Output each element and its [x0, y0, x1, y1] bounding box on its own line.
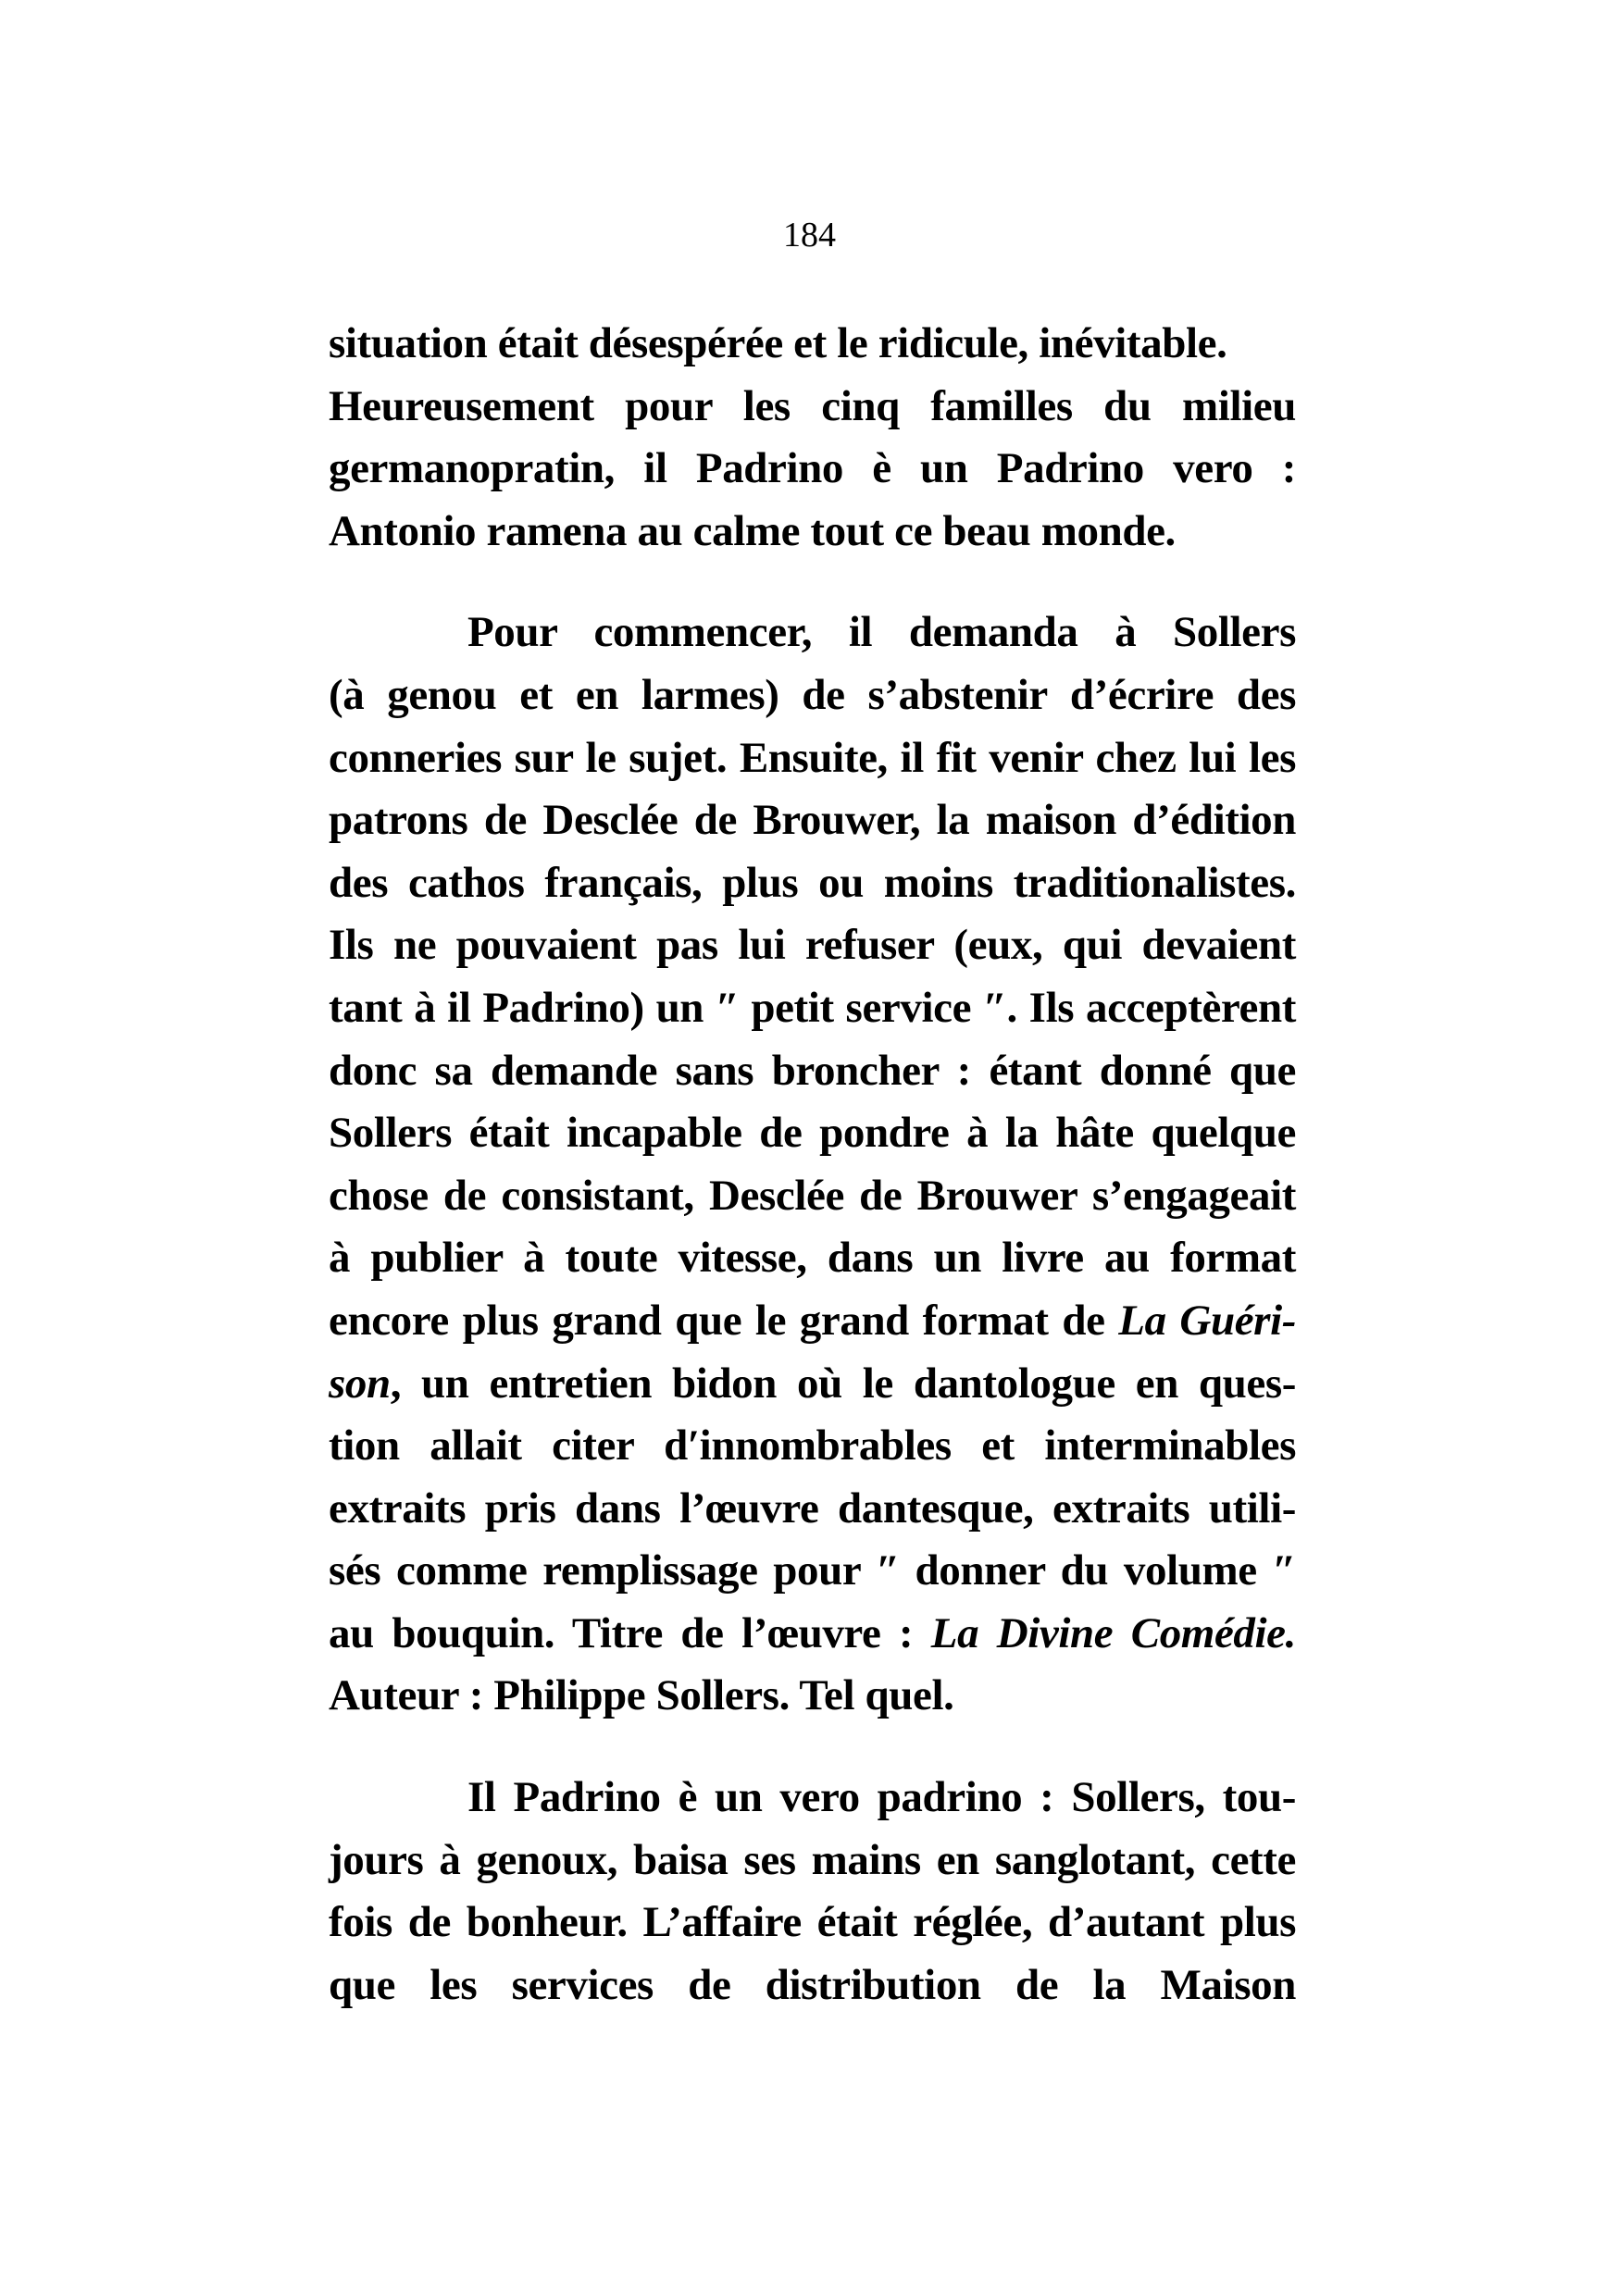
text-line: Il Padrino è un vero padrino : Sollers, tou-	[467, 1773, 1296, 1822]
text-line: (à genou et en larmes) de s’abstenir d’écrire des	[329, 670, 1296, 719]
text-line: Heureusement pour les cinq familles du milieu	[329, 381, 1296, 430]
paragraph	[329, 313, 1296, 563]
text-line: des cathos français, plus ou moins traditionalistes.	[329, 858, 1296, 907]
text-line: situation était désespérée et le ridicule, inévitable.	[329, 319, 1227, 367]
text-run: au bouquin. Titre de l’œuvre :	[329, 1608, 931, 1657]
text-line: donc sa demande sans broncher : étant donné que	[329, 1046, 1296, 1095]
text-line: tant à il Padrino) un ″ petit service ″. Ils acceptèrent	[329, 983, 1296, 1032]
book-title-italic: La Divine Comédie.	[930, 1608, 1296, 1657]
page-number: 184	[783, 216, 836, 254]
text-line: patrons de Desclée de Brouwer, la maison d’édition	[329, 796, 1296, 845]
paragraph-gap	[329, 1728, 1296, 1767]
text-line: sés comme remplissage pour ″ donner du volume ″	[329, 1546, 1296, 1595]
text-line: germanopratin, il Padrino è un Padrino vero :	[329, 444, 1296, 493]
text-line: Sollers était incapable de pondre à la hâte quelque	[329, 1109, 1296, 1158]
text-line	[329, 1353, 1296, 1416]
text-line: à publier à toute vitesse, dans un livre au format	[329, 1234, 1296, 1283]
text-line: jours à genoux, baisa ses mains en sanglotant, cette	[329, 1835, 1296, 1884]
text-line: Auteur : Philippe Sollers. Tel quel.	[329, 1671, 954, 1720]
text-run: , un entretien bidon où le dantologue en ques-	[390, 1359, 1296, 1408]
book-title-italic: La Guéri-	[1118, 1296, 1296, 1345]
text-line	[329, 1290, 1296, 1353]
text-line: que les services de distribution de la Maison	[329, 1960, 1296, 2009]
body-text	[329, 313, 1296, 2017]
paragraph	[329, 1767, 1296, 2017]
text-line: fois de bonheur. L’affaire était réglée, d’autant plus	[329, 1898, 1296, 1947]
text-line: chose de consistant, Desclée de Brouwer s’engageait	[329, 1171, 1296, 1220]
text-line: conneries sur le sujet. Ensuite, il fit venir chez lui les	[329, 733, 1296, 782]
text-line: Pour commencer, il demanda à Sollers	[467, 608, 1296, 657]
text-line: tion allait citer d′innombrables et interminables	[329, 1421, 1296, 1471]
text-line	[329, 1603, 1296, 1666]
paragraph-gap	[329, 563, 1296, 602]
text-line: Ils ne pouvaient pas lui refuser (eux, qui devaient	[329, 921, 1296, 970]
text-run: encore plus grand que le grand format de	[329, 1296, 1119, 1345]
book-title-italic: son	[329, 1359, 391, 1408]
text-line: extraits pris dans l’œuvre dantesque, extraits utili-	[329, 1483, 1296, 1533]
paragraph	[329, 602, 1296, 1728]
text-line: Antonio ramena au calme tout ce beau monde.	[329, 506, 1176, 555]
